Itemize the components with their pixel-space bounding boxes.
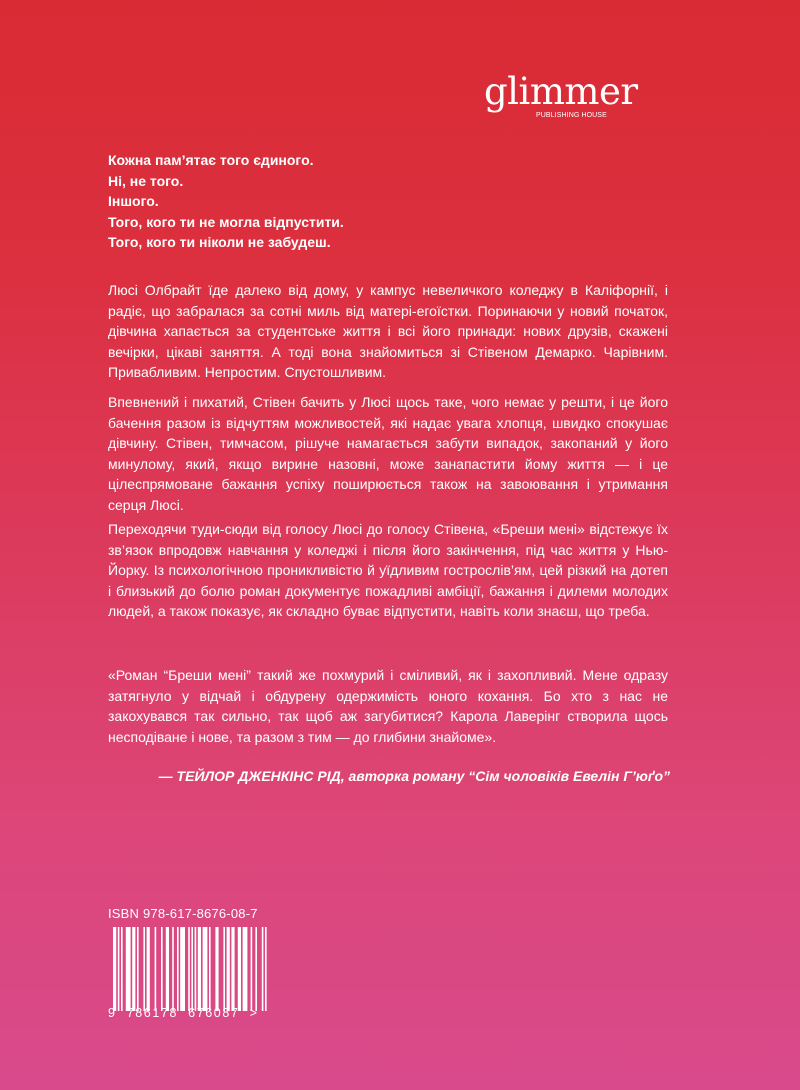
barcode-bar <box>172 927 174 1011</box>
quote-attribution: — ТЕЙЛОР ДЖЕНКІНС РІД, авторка роману “Сім чоловіків Евелін Г’юґо” <box>158 768 670 784</box>
barcode-bar <box>161 927 163 1011</box>
barcode-bar <box>231 927 234 1011</box>
barcode-bar <box>203 927 208 1011</box>
tagline-line: Ні, не того. <box>108 172 184 189</box>
tagline-line: Іншого. <box>108 193 159 209</box>
barcode-bar <box>209 927 211 1011</box>
synopsis-paragraph-1: Люсі Олбрайт їде далеко від дому, у кампус невеличкого коледжу в Каліфорнії, і радіє, що забралася за сотні миль від матері-егоїстки. Поринаючи у новий початок, дівчина хапається за студентське життя і всі його принади: нових друзів, скажені вечірки, цікаві заняття. А тоді вона знайомиться зі Стівеном Демарко. Чарівним. Привабливим. Непростим. Спустошливим. <box>108 282 668 380</box>
tagline <box>108 150 408 253</box>
isbn-label: ISBN 978-617-8676-08-7 <box>108 906 258 921</box>
barcode-bar <box>113 927 116 1011</box>
barcode-bar <box>265 927 267 1011</box>
barcode-bar <box>188 927 190 1011</box>
barcode-bar <box>166 927 169 1011</box>
tagline-line: Того, кого ти не могла відпустити. <box>108 213 344 230</box>
tagline-line: Того, кого ти ніколи не забудеш. <box>108 234 331 250</box>
logo-wordmark: glimmer <box>484 70 638 113</box>
barcode-bar <box>215 927 218 1011</box>
tagline-line: Кожна пам’ятає того єдиного. <box>108 152 314 168</box>
barcode-bar <box>262 927 264 1011</box>
barcode-bar <box>223 927 225 1011</box>
barcode-bar <box>147 927 150 1011</box>
barcode-bar <box>255 927 257 1011</box>
synopsis-paragraph-3: Переходячи туди-сюди від голосу Люсі до голосу Стівена, «Бреши мені» відстежує їх зв’язок впродовж навчання у коледжі і після його закінчення, під час життя у Нью-Йорку. Із психологічною проникливістю й уїдливим гострослів’ям, цей різкий на дотеп і близький до болю роман документує пожадливі амбіції, бажання і дилеми молодих людей, а також показує, як складно буває відпустити, навіть коли знаєш, що треба. <box>108 521 668 619</box>
barcode-bar <box>118 927 120 1011</box>
barcode-bar <box>191 927 193 1011</box>
barcode-bar <box>251 927 253 1011</box>
barcode-bar <box>195 927 197 1011</box>
barcode-bar <box>238 927 241 1011</box>
barcode-bar <box>126 927 131 1011</box>
barcode-bar <box>243 927 248 1011</box>
barcode <box>111 927 271 1011</box>
barcode-bar <box>198 927 201 1011</box>
barcode-bar <box>132 927 135 1011</box>
barcode-bar <box>155 927 157 1011</box>
publisher-logo <box>484 70 654 119</box>
logo-subtitle: PUBLISHING HOUSE <box>536 112 607 119</box>
barcode-bar <box>227 927 230 1011</box>
review-quote: «Роман “Бреши мені” такий же похмурий і сміливий, як і захопливий. Мене одразу затягнуло у відчай і обдурену одержимість юного кохання. Бо хто з нас не закохувався так сильно, так щоб аж загубитися? Карола Лаверінг створила щось несподіване і нове, та разом з тим — до глибини знайоме». <box>108 667 668 745</box>
barcode-bar <box>180 927 185 1011</box>
barcode-bar <box>177 927 179 1011</box>
barcode-bar <box>137 927 139 1011</box>
barcode-digits: 9 786178 676087 > <box>108 1006 259 1020</box>
barcode-bar <box>121 927 123 1011</box>
barcode-bar <box>143 927 145 1011</box>
synopsis-paragraph-2: Впевнений і пихатий, Стівен бачить у Люсі щось таке, чого немає у решти, і це його бачення разом із відчуттям можливостей, які надає увага хлопця, швидко спокушає дівчину. Стівен, тимчасом, рішуче намагається забути випадок, закопаний у його минулому, який, якщо вирине назовні, може занапастити йому життя — і це цілеспрямоване бажання успіху поширюється також на завоювання і утримання серця Люсі. <box>108 394 668 513</box>
